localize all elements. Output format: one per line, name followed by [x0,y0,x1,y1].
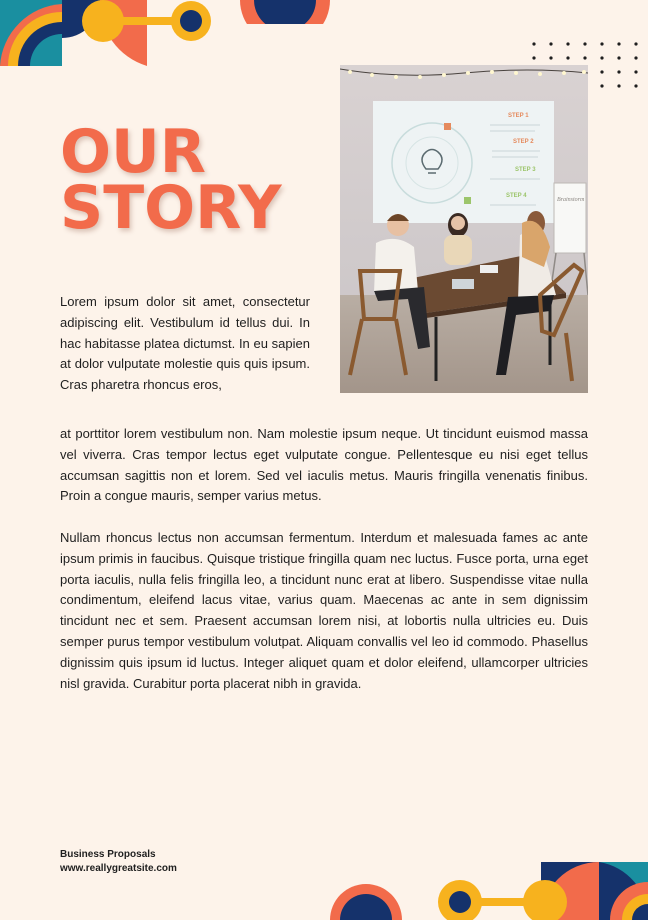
decorative-dot [617,84,620,87]
screen-step-3: STEP 3 [515,167,536,173]
page-title-line-1: OUR [60,117,206,187]
body-paragraph-2: Nullam rhoncus lectus non accumsan fermentum. Interdum et malesuada fames ac ante ipsum primis in faucibus. Quisque tristique fringilla quam nec luctus. Fusce porta, urna eget porta iaculis, nulla felis fringilla leo, a tincidunt nunc erat at libero. Suspendisse vitae nulla condimentum, eleifend lacus vitae, varius quam. Maecenas ac ante in sem dignissim tincidunt nec et sem. Praesent accumsan lorem nisi, at lobortis nulla ultricies eu. Duis semper purus tempor vestibulum volutpat. Aliquam convallis vel leo id commodo. Phasellus dignissim quis ipsum id luctus. Integer aliquet quam et dolor eleifend, ullamcorper ultricies nisl gravida. Curabitur porta placerat nibh in gravida. [60,530,588,691]
body-paragraph-1: at porttitor lorem vestibulum non. Nam molestie ipsum neque. Ut tincidunt euismod massa vel viverra. Cras tempor lectus eget vulputate congue. Pellentesque eu nisi eget tellus accumsan sagittis non et lorem. Sed vel iaculis metus. Mauris fringilla venenatis finibus. Proin a congue mauris, semper varius metus. [60,426,588,504]
decorative-dot [634,42,637,45]
decorative-dot [617,70,620,73]
decorative-dot [566,42,569,45]
decorative-dot [583,42,586,45]
intro-paragraph: Lorem ipsum dolor sit amet, consectetur adipiscing elit. Vestibulum id tellus dui. In hac habitasse platea dictumst. In eu sapien at dolor vulputate molestie quis quis ipsum. Cras pharetra rhoncus eros, [60,294,310,393]
footer-website[interactable]: www.reallygreatsite.com [60,863,177,874]
decorative-dot [549,56,552,59]
decorative-half-circle-top [240,0,330,24]
decorative-dot [634,70,637,73]
decorative-dot [617,42,620,45]
page-title [60,117,282,243]
decorative-dot [600,70,603,73]
decorative-dot [600,56,603,59]
decorative-shapes-top-left [0,0,215,66]
decorative-dot [634,84,637,87]
page-title-line-2: STORY [60,173,282,243]
decorative-dot [617,56,620,59]
footer [60,848,177,876]
decorative-dot [600,42,603,45]
decorative-shapes-bottom-right [330,855,648,920]
decorative-dot [532,42,535,45]
flipchart-text: Brainstorm [557,197,585,203]
decorative-dot [583,56,586,59]
screen-step-2: STEP 2 [513,139,534,145]
decorative-dot [600,84,603,87]
screen-step-1: STEP 1 [508,113,529,119]
footer-company: Business Proposals [60,849,156,860]
decorative-dot [634,56,637,59]
decorative-dot [532,56,535,59]
meeting-photo [340,65,588,393]
decorative-dot [549,42,552,45]
screen-step-4: STEP 4 [506,193,527,199]
decorative-dot [566,56,569,59]
